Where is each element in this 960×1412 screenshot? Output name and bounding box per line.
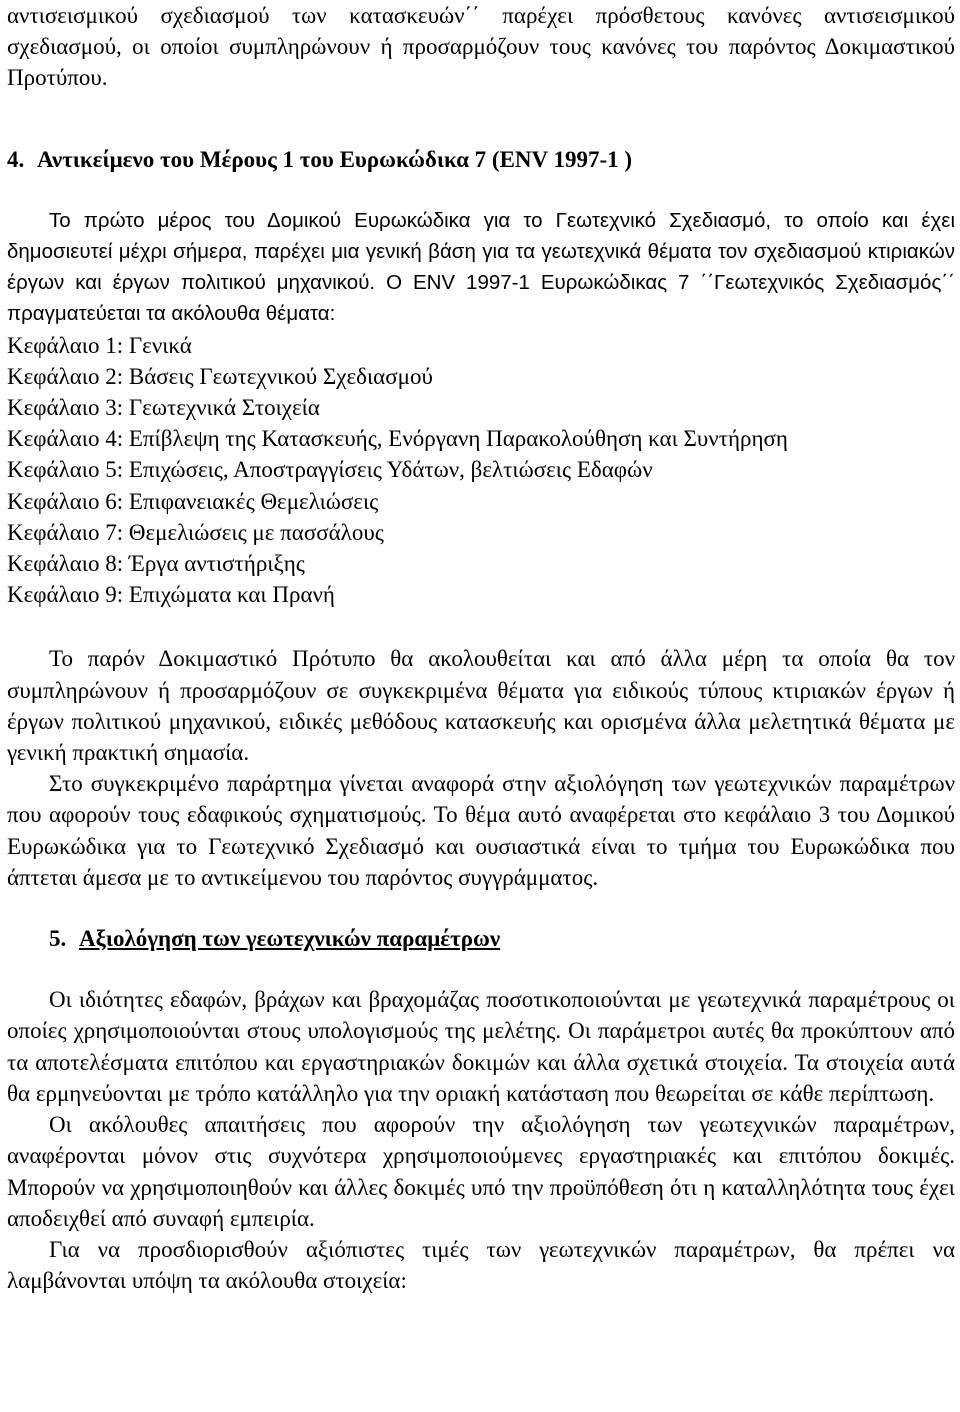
spacer	[7, 954, 955, 984]
chapter-item: Κεφάλαιο 4: Επίβλεψη της Κατασκευής, Ενόργανη Παρακολούθηση και Συντήρηση	[7, 426, 788, 452]
chapter-item: Κεφάλαιο 5: Επιχώσεις, Αποστραγγίσεις Υδάτων, βελτιώσεις Εδαφών	[7, 457, 653, 483]
section-5-paragraph-1: Οι ιδιότητες εδαφών, βράχων και βραχομάζας ποσοτικοποιούνται με γεωτεχνικά παραμέτρους οι οποίες χρησιμοποιούνται στους υπολογισμούς της μελέτης. Οι παράμετροι αυτές θα προκύπτουν από τα αποτελέσματα επιτόπου και εργαστηριακών δοκιμών και άλλα σχετικά στοιχεία. Τα στοιχεία αυτά θα ερμηνεύονται με τρόπο κατάλληλο για την οριακή κατάσταση που θεωρείται σε κάθε περίπτωση.	[7, 987, 955, 1106]
section-4-heading	[7, 144, 955, 175]
section-5-heading	[7, 923, 955, 954]
chapter-item: Κεφάλαιο 6: Επιφανειακές Θεμελιώσεις	[7, 488, 379, 514]
section-4-paragraph-2: Το παρόν Δοκιμαστικό Πρότυπο θα ακολουθείται και από άλλα μέρη τα οποία θα τον συμπληρώνουν ή προσαρμόζουν σε συγκεκριμένα θέματα για ειδικούς τύπους κτιριακών έργων ή έργων πολιτικού μηχανικού, ειδικές μεθόδους κατασκευής και ορισμένα άλλα μελετητικά θέματα με γενική πρακτική σημασία.	[7, 646, 955, 766]
section-4-number: 4.	[7, 146, 25, 172]
chapter-item: Κεφάλαιο 9: Επιχώματα και Πρανή	[7, 582, 335, 608]
chapter-item: Κεφάλαιο 3: Γεωτεχνικά Στοιχεία	[7, 395, 320, 421]
chapter-item: Κεφάλαιο 7: Θεμελιώσεις με πασσάλους	[7, 519, 384, 545]
chapter-item: Κεφάλαιο 8: Έργα αντιστήριξης	[7, 551, 305, 577]
spacer	[7, 610, 955, 643]
document-page	[7, 0, 955, 1296]
section-4-paragraph: Το πρώτο μέρος του Δομικού Ευρωκώδικα για το Γεωτεχνικό Σχεδιασμό, το οποίο και έχει δημοσιευτεί μέχρι σήμερα, παρέχει μια γενική βάση για τα γεωτεχνικά θέματα τον σχεδιασμού κτιριακών έργων και έργων πολιτικού μηχανικού. Ο ENV 1997-1 Ευρωκώδικας 7 ΄΄Γεωτεχνικός Σχεδιασμός΄΄ πραγματεύεται τα ακόλουθα θέματα:	[7, 208, 955, 326]
spacer	[7, 893, 955, 923]
section-5-paragraph-3: Για να προσδιορισθούν αξιόπιστες τιμές των γεωτεχνικών παραμέτρων, θα πρέπει να λαμβάνονται υπόψη τα ακόλουθα στοιχεία:	[7, 1236, 955, 1294]
spacer	[7, 175, 955, 205]
section-4-paragraph-3: Στο συγκεκριμένο παράρτημα γίνεται αναφορά στην αξιολόγηση των γεωτεχνικών παραμέτρων που αφορούν τους εδαφικούς σχηματισμούς. Το θέμα αυτό αναφέρεται στο κεφάλαιο 3 του Δομικού Ευρωκώδικα για το Γεωτεχνικό Σχεδιασμό και ουσιαστικά είναι το τμήμα του Ευρωκώδικα που άπτεται άμεσα με το αντικείμενου του παρόντος συγγράμματος.	[7, 771, 955, 890]
intro-paragraph: αντισεισμικού σχεδιασμού των κατασκευών΄΄ παρέχει πρόσθετους κανόνες αντισεισμικού σχεδιασμού, οι οποίοι συμπληρώνουν ή προσαρμόζουν τους κανόνες του παρόντος Δοκιμαστικού Προτύπου.	[7, 3, 955, 91]
spacer	[7, 94, 955, 144]
section-4-title: Αντικείμενο του Μέρους 1 του Ευρωκώδικα 7 (ENV 1997-1 )	[37, 146, 633, 172]
chapter-list	[7, 330, 955, 611]
section-5-number: 5.	[49, 926, 67, 952]
section-5-paragraph-2: Οι ακόλουθες απαιτήσεις που αφορούν την αξιολόγηση των γεωτεχνικών παραμέτρων, αναφέρονται μόνον στις συχνότερα χρησιμοποιούμενες εργαστηριακές και επιτόπου δοκιμές. Μπορούν να χρησιμοποιηθούν και άλλες δοκιμές υπό την προϋπόθεση ότι η καταλληλότητα τους έχει αποδειχθεί από συναφή εμπειρία.	[7, 1112, 955, 1231]
chapter-item: Κεφάλαιο 2: Βάσεις Γεωτεχνικού Σχεδιασμού	[7, 363, 433, 389]
section-5-title: Αξιολόγηση των γεωτεχνικών παραμέτρων	[79, 926, 501, 952]
chapter-item: Κεφάλαιο 1: Γενικά	[7, 332, 192, 358]
